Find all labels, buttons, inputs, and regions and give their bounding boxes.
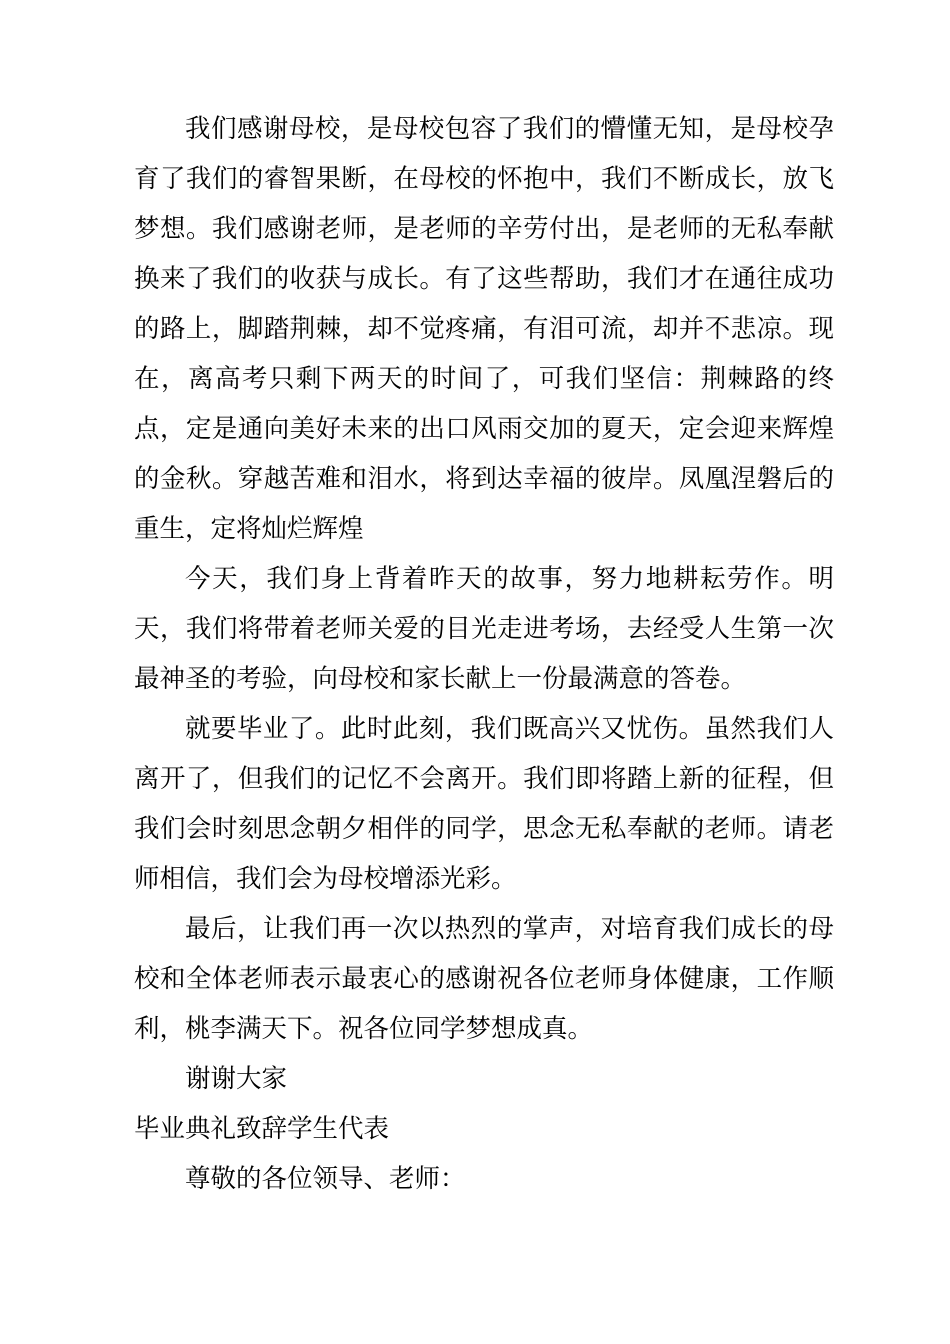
section-heading: 毕业典礼致辞学生代表: [134, 1114, 390, 1144]
paragraph-graduation: 就要毕业了。此时此刻，我们既高兴又忧伤。虽然我们人离开了，但我们的记忆不会离开。我们即将踏上新的征程，但我们会时刻思念朝夕相伴的同学，思念无私奉献的老师。请老师相信，我们会为母校增添光彩。: [134, 714, 834, 894]
salutation: 尊敬的各位领导、老师：: [185, 1164, 466, 1194]
paragraph-closing: 最后，让我们再一次以热烈的掌声，对培育我们成长的母校和全体老师表示最衷心的感谢祝各位老师身体健康，工作顺利，桃李满天下。祝各位同学梦想成真。: [134, 914, 834, 1044]
paragraph-today: 今天，我们身上背着昨天的故事，努力地耕耘劳作。明天，我们将带着老师关爱的目光走进考场，去经受人生第一次最神圣的考验，向母校和家长献上一份最满意的答卷。: [134, 564, 834, 694]
paragraph-thanks: 谢谢大家: [185, 1064, 288, 1094]
paragraph-gratitude: 我们感谢母校，是母校包容了我们的懵懂无知，是母校孕育了我们的睿智果断，在母校的怀抱中，我们不断成长，放飞梦想。我们感谢老师，是老师的辛劳付出，是老师的无私奉献换来了我们的收获与成长。有了这些帮助，我们才在通往成功的路上，脚踏荆棘，却不觉疼痛，有泪可流，却并不悲凉。现在，离高考只剩下两天的时间了，可我们坚信：荆棘路的终点，定是通向美好未来的出口风雨交加的夏天，定会迎来辉煌的金秋。穿越苦难和泪水，将到达幸福的彼岸。凤凰涅磐后的重生，定将灿烂辉煌: [134, 114, 834, 544]
document-body: [134, 104, 834, 1204]
